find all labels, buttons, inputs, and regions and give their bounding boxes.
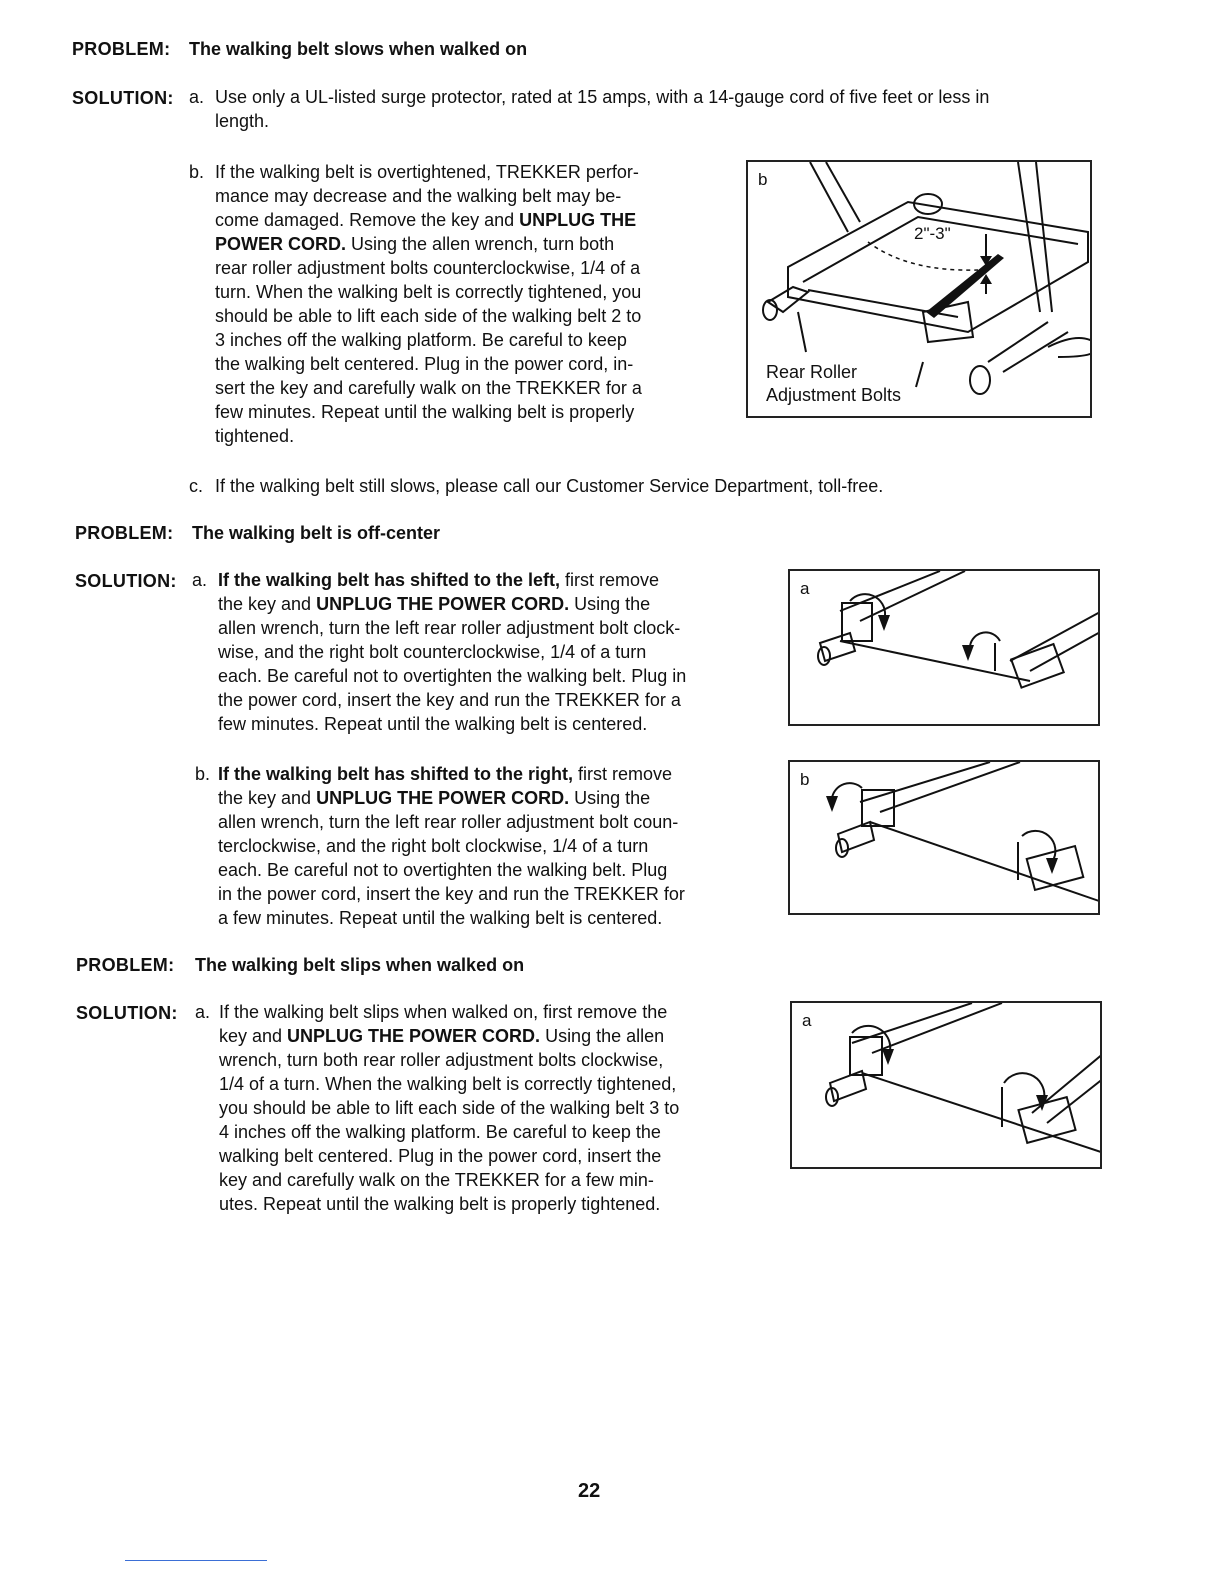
- step-text: [218, 762, 685, 930]
- text-line: a few minutes. Repeat until the walking belt is centered.: [218, 908, 663, 928]
- text-line: 4 inches off the walking platform. Be careful to keep the: [219, 1122, 661, 1142]
- text-line: the key and UNPLUG THE POWER CORD. Using the: [218, 788, 651, 808]
- problem-label: PROBLEM:: [72, 39, 171, 59]
- text-line: If the walking belt has shifted to the right, first remove: [218, 764, 673, 784]
- figure-letter: b: [800, 770, 810, 789]
- problem-label: PROBLEM:: [76, 955, 175, 975]
- text-line: utes. Repeat until the walking belt is properly tightened.: [219, 1194, 661, 1214]
- problem-title: The walking belt slows when walked on: [189, 39, 528, 59]
- text-line: tightened.: [215, 426, 295, 446]
- text-line: few minutes. Repeat until the walking belt is properly: [215, 402, 635, 422]
- text-line: each. Be careful not to overtighten the walking belt. Plug in: [218, 666, 687, 686]
- solution-label: SOLUTION:: [72, 88, 174, 108]
- figure-letter: a: [800, 579, 810, 598]
- text-line: If the walking belt still slows, please call our Customer Service Department, toll-free.: [215, 476, 884, 496]
- figure-belt-tension: [746, 160, 1092, 418]
- text-line: should be able to lift each side of the walking belt 2 to: [215, 306, 642, 326]
- problem-label: PROBLEM:: [75, 523, 174, 543]
- text-line: turn. When the walking belt is correctly tightened, you: [215, 282, 642, 302]
- step-text: [215, 85, 989, 133]
- text-line: If the walking belt is overtightened, TREKKER perfor-: [215, 162, 639, 182]
- step-text: [219, 1000, 679, 1216]
- text-line: allen wrench, turn the left rear roller adjustment bolt coun-: [218, 812, 679, 832]
- text-line: rear roller adjustment bolts counterclockwise, 1/4 of a: [215, 258, 641, 278]
- text-line: wise, and the right bolt counterclockwise, 1/4 of a turn: [218, 642, 647, 662]
- text-line: walking belt centered. Plug in the power cord, insert the: [219, 1146, 662, 1166]
- step-letter: a.: [189, 87, 205, 107]
- problem-title: The walking belt is off-center: [192, 523, 441, 543]
- callout-label: Rear Roller Adjustment Bolts: [766, 362, 902, 405]
- text-line: each. Be careful not to overtighten the walking belt. Plug: [218, 860, 668, 880]
- step-letter: a.: [192, 570, 208, 590]
- text-line: allen wrench, turn the left rear roller adjustment bolt clock-: [218, 618, 681, 638]
- text-line: wrench, turn both rear roller adjustment bolts clockwise,: [219, 1050, 664, 1070]
- step-text: [215, 160, 642, 448]
- text-line: in the power cord, insert the key and run the TREKKER for: [218, 884, 685, 904]
- text-line: If the walking belt slips when walked on, first remove the: [219, 1002, 668, 1022]
- text-line: you should be able to lift each side of the walking belt 3 to: [219, 1098, 680, 1118]
- step-letter: b.: [195, 764, 211, 784]
- step-letter: c.: [189, 476, 204, 496]
- roller-adjustment-illustration: [792, 1003, 1102, 1169]
- step-letter: a.: [195, 1002, 211, 1022]
- problem-title: The walking belt slips when walked on: [195, 955, 525, 975]
- solution-label: SOLUTION:: [76, 1003, 178, 1023]
- text-line: POWER CORD. Using the allen wrench, turn both: [215, 234, 615, 254]
- figure-letter: a: [802, 1011, 812, 1030]
- figure-shifted-right: [788, 760, 1100, 915]
- text-line: length.: [215, 111, 270, 131]
- text-line: 3 inches off the walking platform. Be careful to keep: [215, 330, 627, 350]
- step-text: [218, 568, 686, 736]
- figure-shifted-left: [788, 569, 1100, 726]
- step-text: [215, 474, 883, 498]
- roller-adjustment-illustration: [790, 762, 1100, 915]
- text-line: key and carefully walk on the TREKKER for a few min-: [219, 1170, 654, 1190]
- text-line: come damaged. Remove the key and UNPLUG THE: [215, 210, 637, 230]
- text-line: few minutes. Repeat until the walking belt is centered.: [218, 714, 648, 734]
- text-line: key and UNPLUG THE POWER CORD. Using the allen: [219, 1026, 665, 1046]
- text-line: the walking belt centered. Plug in the power cord, in-: [215, 354, 634, 374]
- text-line: the power cord, insert the key and run the TREKKER for a: [218, 690, 681, 710]
- page-number: 22: [578, 1480, 601, 1502]
- text-line: If the walking belt has shifted to the left, first remove: [218, 570, 660, 590]
- gap-measurement-label: 2"-3": [914, 224, 951, 243]
- solution-label: SOLUTION:: [75, 571, 177, 591]
- text-line: mance may decrease and the walking belt may be-: [215, 186, 622, 206]
- text-line: sert the key and carefully walk on the TREKKER for a: [215, 378, 642, 398]
- footer-rule: [125, 1560, 267, 1561]
- text-line: terclockwise, and the right bolt clockwise, 1/4 of a turn: [218, 836, 649, 856]
- figure-letter: b: [758, 170, 768, 189]
- text-line: the key and UNPLUG THE POWER CORD. Using the: [218, 594, 651, 614]
- roller-adjustment-illustration: [790, 571, 1100, 726]
- step-letter: b.: [189, 162, 205, 182]
- figure-belt-slips: [790, 1001, 1102, 1169]
- text-line: Use only a UL-listed surge protector, rated at 15 amps, with a 14-gauge cord of five feet or less in: [215, 87, 990, 107]
- text-line: 1/4 of a turn. When the walking belt is correctly tightened,: [219, 1074, 677, 1094]
